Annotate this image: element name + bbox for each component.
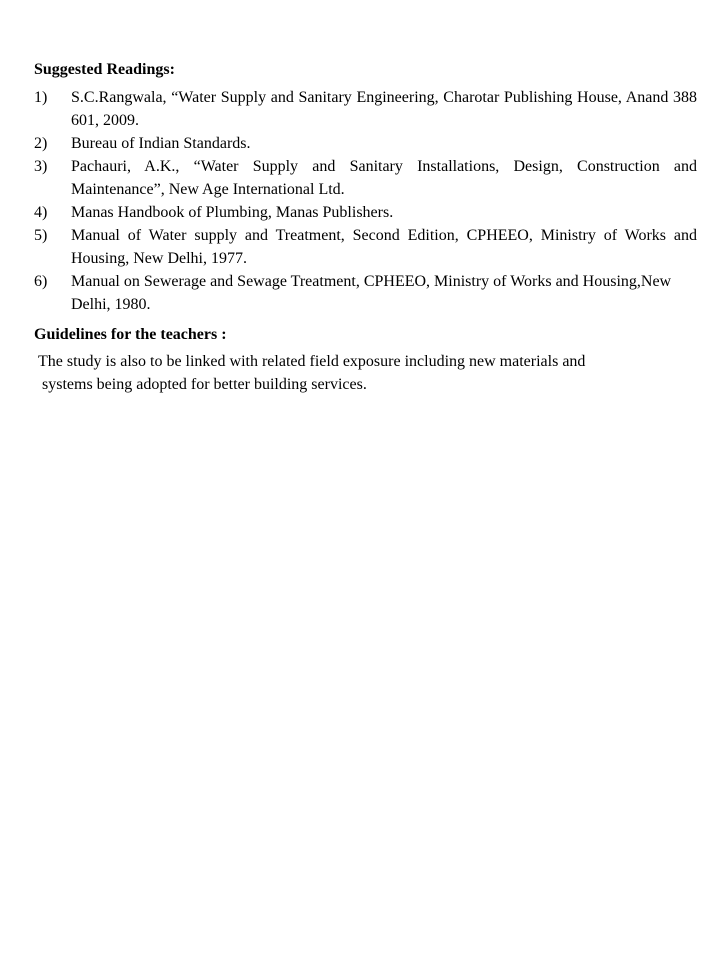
reading-number: 6) (34, 273, 48, 290)
reading-item-1 (34, 86, 697, 132)
reading-number: 5) (34, 227, 48, 244)
reading-text: Manual of Water supply and Treatment, Second Edition, CPHEEO, Ministry of Works and Housing, New Delhi, 1977. (71, 227, 697, 267)
guidelines-heading: Guidelines for the teachers : (34, 326, 227, 343)
reading-item-2 (34, 132, 697, 155)
suggested-readings-heading: Suggested Readings: (34, 61, 175, 78)
reading-text: Bureau of Indian Standards. (71, 135, 251, 152)
guidelines-line: systems being adopted for better building services. (42, 376, 367, 393)
reading-number: 2) (34, 135, 48, 152)
reading-list (34, 86, 697, 316)
reading-item-5 (34, 224, 697, 270)
reading-number: 1) (34, 89, 48, 106)
reading-number: 4) (34, 204, 48, 221)
reading-item-6 (34, 270, 697, 316)
reading-number: 3) (34, 158, 48, 175)
reading-item-3 (34, 155, 697, 201)
reading-item-4 (34, 201, 697, 224)
reading-text: Manual on Sewerage and Sewage Treatment, CPHEEO, Ministry of Works and Housing,New Delhi, 1980. (71, 273, 672, 313)
reading-text: S.C.Rangwala, “Water Supply and Sanitary Engineering, Charotar Publishing House, Anand 388 601, 2009. (71, 89, 697, 129)
reading-text: Pachauri, A.K., “Water Supply and Sanitary Installations, Design, Construction and Maintenance”, New Age International Ltd. (71, 158, 697, 198)
guidelines-line: The study is also to be linked with related field exposure including new materials and (38, 353, 586, 370)
reading-text: Manas Handbook of Plumbing, Manas Publishers. (71, 204, 394, 221)
guidelines-paragraph (38, 350, 698, 396)
